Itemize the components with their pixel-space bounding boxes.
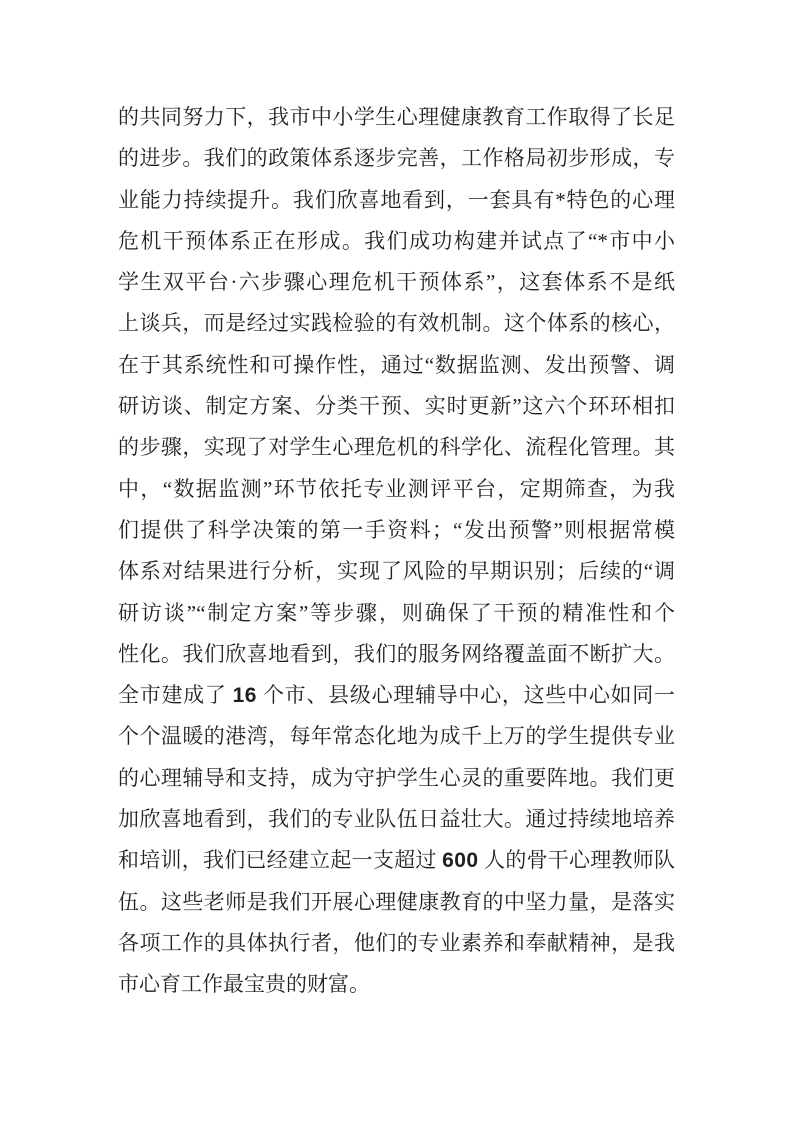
- text-line: 全市建成了 16 个市、县级心理辅导中心，这些中心如同一: [118, 683, 675, 708]
- text-line: 的心理辅导和支持，成为守护学生心灵的重要阵地。我们更: [118, 765, 675, 790]
- text-line: 上谈兵，而是经过实践检验的有效机制。这个体系的核心，: [118, 311, 675, 336]
- body-text-block: [118, 97, 675, 1006]
- text-line: 加欣喜地看到，我们的专业队伍日益壮大。通过持续地培养: [118, 807, 675, 832]
- text-line: 研访谈”“制定方案”等步骤，则确保了干预的精准性和个: [118, 600, 675, 625]
- text-line: 体系对结果进行分析，实现了风险的早期识别；后续的“调: [118, 559, 675, 584]
- text-line: 伍。这些老师是我们开展心理健康教育的中坚力量，是落实: [118, 889, 675, 914]
- text-line: 中，“数据监测”环节依托专业测评平台，定期筛查，为我: [118, 476, 675, 501]
- text-line: 研访谈、制定方案、分类干预、实时更新”这六个环环相扣: [118, 394, 675, 419]
- text-line: 的共同努力下，我市中小学生心理健康教育工作取得了长足: [118, 105, 675, 129]
- text-line-last: 市心育工作最宝贵的财富。: [118, 972, 370, 997]
- text-line: 业能力持续提升。我们欣喜地看到，一套具有*特色的心理: [118, 187, 675, 212]
- text-line: 的进步。我们的政策体系逐步完善，工作格局初步形成，专: [118, 146, 675, 171]
- text-line: 们提供了科学决策的第一手资料；“发出预警”则根据常模: [118, 517, 675, 542]
- text-line: 的步骤，实现了对学生心理危机的科学化、流程化管理。其: [118, 435, 675, 460]
- text-line: 性化。我们欣喜地看到，我们的服务网络覆盖面不断扩大。: [118, 641, 675, 666]
- text-line: 学生双平台·六步骤心理危机干预体系”，这套体系不是纸: [118, 270, 675, 295]
- text-line: 个个温暖的港湾，每年常态化地为成千上万的学生提供专业: [118, 724, 675, 749]
- text-line: 在于其系统性和可操作性，通过“数据监测、发出预警、调: [118, 352, 675, 377]
- text-line: 和培训，我们已经建立起一支超过 600 人的骨干心理教师队: [118, 848, 675, 873]
- text-line: 危机干预体系正在形成。我们成功构建并试点了“*市中小: [118, 228, 675, 253]
- text-line: 各项工作的具体执行者，他们的专业素养和奉献精神，是我: [118, 930, 675, 955]
